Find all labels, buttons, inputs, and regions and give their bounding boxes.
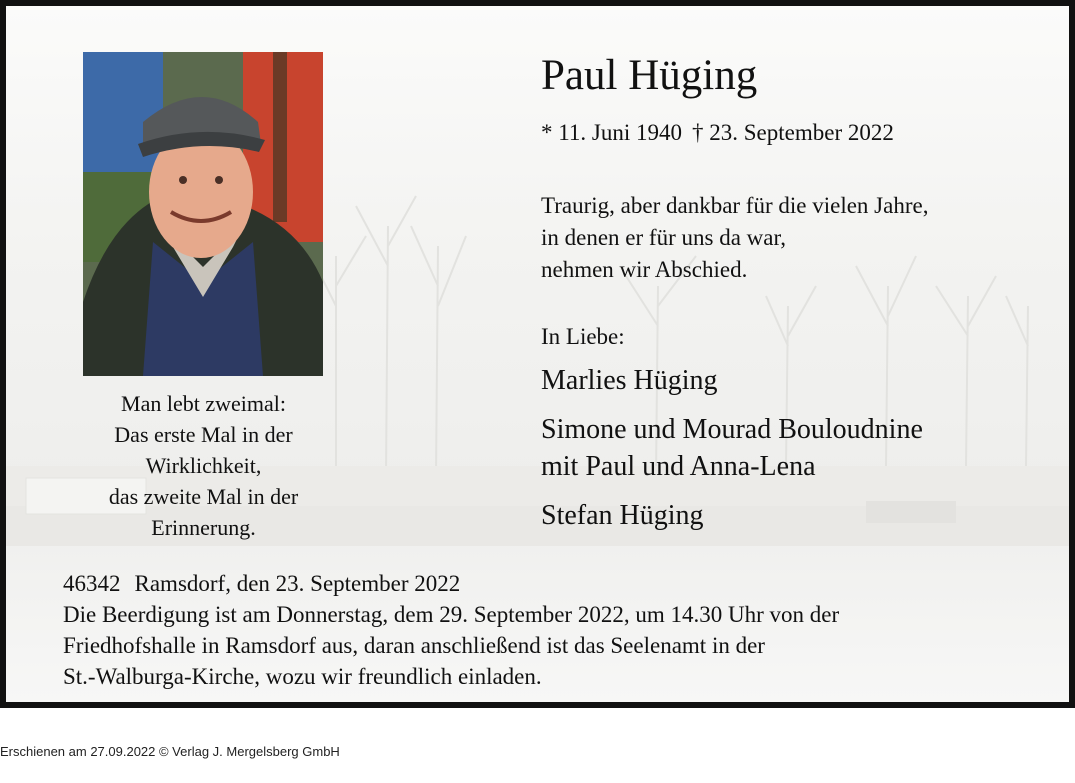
portrait-photo	[83, 52, 323, 376]
quote-line: Erinnerung.	[151, 515, 256, 540]
memorial-quote	[46, 388, 361, 543]
quote-line: Wirklichkeit,	[145, 453, 262, 478]
in-love-label: In Liebe:	[541, 324, 625, 349]
funeral-info	[63, 568, 839, 692]
mourner-name: Marlies Hüging	[541, 365, 718, 396]
place-date: Ramsdorf, den 23. September 2022	[134, 571, 461, 596]
quote-line: Man lebt zweimal:	[121, 391, 286, 416]
publication-credit: Erschienen am 27.09.2022 © Verlag J. Mergelsberg GmbH	[0, 744, 340, 759]
mourner-name: Simone und Mourad Bouloudnine	[541, 414, 923, 445]
funeral-line: Friedhofshalle in Ramsdorf aus, daran anschließend ist das Seelenamt in der	[63, 633, 765, 658]
death-date: † 23. September 2022	[692, 120, 894, 145]
mourner-group	[541, 362, 923, 399]
farewell-text	[541, 190, 928, 286]
funeral-line: St.-Walburga-Kirche, wozu wir freundlich einladen.	[63, 664, 542, 689]
quote-line: Das erste Mal in der	[114, 422, 293, 447]
life-dates	[541, 118, 894, 148]
mourner-name: Stefan Hüging	[541, 500, 704, 531]
farewell-line: in denen er für uns da war,	[541, 225, 786, 250]
postal-code: 46342	[63, 571, 121, 596]
mourners-list	[541, 362, 923, 546]
mourner-name: mit Paul und Anna-Lena	[541, 451, 816, 482]
funeral-line: Die Beerdigung ist am Donnerstag, dem 29. September 2022, um 14.30 Uhr von der	[63, 602, 840, 627]
farewell-line: nehmen wir Abschied.	[541, 257, 748, 282]
mourner-group	[541, 497, 923, 534]
mourner-group	[541, 411, 923, 485]
farewell-line: Traurig, aber dankbar für die vielen Jahre,	[541, 193, 929, 218]
birth-date: * 11. Juni 1940	[541, 120, 682, 145]
place-date-line	[63, 568, 839, 599]
deceased-name: Paul Hüging	[541, 52, 758, 99]
quote-line: das zweite Mal in der	[108, 484, 299, 509]
